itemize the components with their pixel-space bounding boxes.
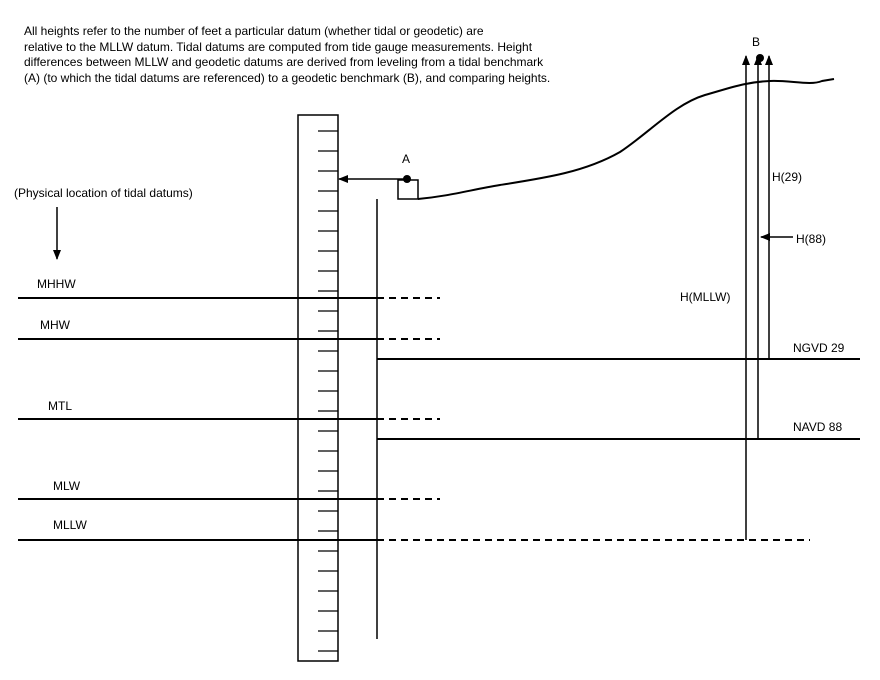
h88-label: H(88): [796, 232, 827, 246]
benchmark-b: [756, 54, 764, 62]
benchmark-b-label: B: [752, 35, 761, 49]
tide-staff: [298, 115, 338, 661]
mtl-label: MTL: [48, 399, 72, 413]
ngvd29-label: NGVD 29: [793, 341, 845, 355]
note-line-4: (A) (to which the tidal datums are referenced) to a geodetic benchmark (B), and comparing heights.: [24, 70, 551, 85]
mllw-label: MLLW: [53, 518, 87, 532]
hmllw-label: H(MLLW): [680, 290, 731, 304]
note-line-3: differences between MLLW and geodetic datums are derived from leveling from a tidal benchmark: [24, 55, 544, 69]
h29-label: H(29): [772, 170, 803, 184]
mhw-label: MHW: [40, 318, 70, 332]
note-line-1: All heights refer to the number of feet a particular datum (whether tidal or geodetic) are: [24, 24, 484, 38]
mlw-label: MLW: [53, 479, 81, 493]
physical-location-label: (Physical location of tidal datums): [14, 186, 193, 200]
mhhw-label: MHHW: [37, 277, 76, 291]
note-line-2: relative to the MLLW datum. Tidal datums are computed from tide gauge measurements. Height: [24, 39, 533, 54]
benchmark-a-label: A: [402, 152, 411, 166]
navd88-label: NAVD 88: [793, 420, 843, 434]
